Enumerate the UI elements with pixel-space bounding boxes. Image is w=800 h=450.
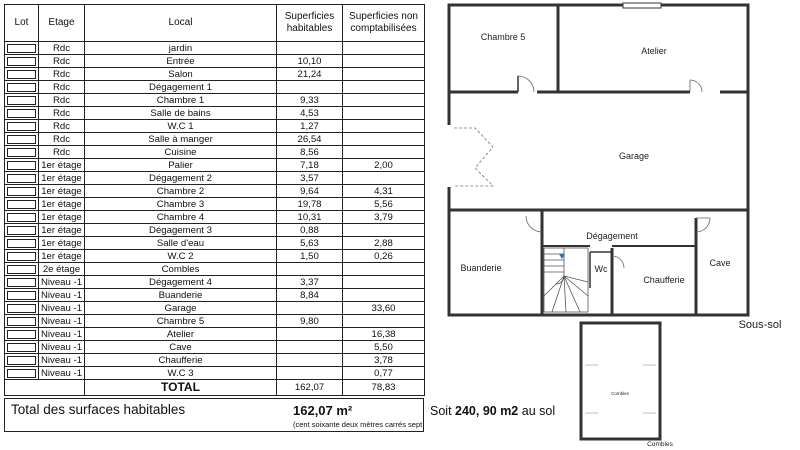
etage-cell: Rdc — [39, 68, 85, 81]
lot-cell — [5, 237, 39, 250]
local-cell: W.C 3 — [85, 367, 277, 380]
etage-cell: Niveau -1 — [39, 276, 85, 289]
lot-box — [7, 252, 36, 261]
table-row — [5, 263, 425, 276]
habitables-cell: 7,18 — [277, 159, 343, 172]
lot-cell — [5, 224, 39, 237]
etage-cell: Niveau -1 — [39, 289, 85, 302]
non-comptabilisees-cell — [343, 55, 425, 68]
local-cell: Salle d'eau — [85, 237, 277, 250]
lot-cell — [5, 146, 39, 159]
habitables-cell: 10,31 — [277, 211, 343, 224]
total-non-comptabilisees: 78,83 — [343, 380, 425, 396]
table-row — [5, 172, 425, 185]
local-cell: Palier — [85, 159, 277, 172]
table-row — [5, 159, 425, 172]
garage-opening — [446, 125, 454, 187]
habitables-cell: 8,84 — [277, 289, 343, 302]
habitables-cell: 3,37 — [277, 276, 343, 289]
lot-cell — [5, 302, 39, 315]
lot-box — [7, 265, 36, 274]
non-comptabilisees-cell — [343, 42, 425, 55]
etage-cell: Rdc — [39, 146, 85, 159]
habitables-cell: 8,56 — [277, 146, 343, 159]
door-icon — [518, 76, 534, 92]
lot-box — [7, 369, 36, 378]
lot-cell — [5, 133, 39, 146]
lot-box — [7, 96, 36, 105]
habitables-cell — [277, 302, 343, 315]
table-row — [5, 211, 425, 224]
habitables-cell: 10,10 — [277, 55, 343, 68]
habitables-cell — [277, 81, 343, 94]
header-etage: Etage — [39, 5, 85, 42]
lot-cell — [5, 354, 39, 367]
habitables-cell — [277, 354, 343, 367]
local-cell: Dégagement 3 — [85, 224, 277, 237]
total-label: TOTAL — [85, 380, 277, 396]
lot-box — [7, 122, 36, 131]
table-row — [5, 120, 425, 133]
lot-box — [7, 200, 36, 209]
lot-box — [7, 304, 36, 313]
sol-value: 240, 90 m2 — [455, 404, 519, 418]
table-row — [5, 367, 425, 380]
local-cell: Salle de bains — [85, 107, 277, 120]
local-cell: W.C 2 — [85, 250, 277, 263]
etage-cell: 1er étage — [39, 250, 85, 263]
habitables-cell: 9,64 — [277, 185, 343, 198]
local-cell: jardin — [85, 42, 277, 55]
non-comptabilisees-cell: 0,26 — [343, 250, 425, 263]
etage-cell: Niveau -1 — [39, 367, 85, 380]
non-comptabilisees-cell — [343, 120, 425, 133]
non-comptabilisees-cell: 0,77 — [343, 367, 425, 380]
non-comptabilisees-cell — [343, 146, 425, 159]
combles-inner-label: Combles — [611, 391, 629, 396]
local-cell: Dégagement 4 — [85, 276, 277, 289]
lot-cell — [5, 367, 39, 380]
lot-cell — [5, 94, 39, 107]
lot-cell — [5, 250, 39, 263]
room-degagement: Dégagement — [586, 231, 638, 241]
combles-marks — [585, 365, 656, 413]
etage-cell: Rdc — [39, 55, 85, 68]
habitables-cell — [277, 328, 343, 341]
lot-box — [7, 213, 36, 222]
header-lot: Lot — [5, 5, 39, 42]
habitables-cell: 3,57 — [277, 172, 343, 185]
table-row — [5, 341, 425, 354]
room-cave: Cave — [709, 258, 731, 268]
lot-cell — [5, 55, 39, 68]
habitables-cell — [277, 367, 343, 380]
room-chaufferie: Chaufferie — [643, 275, 685, 285]
lot-cell — [5, 315, 39, 328]
room-garage: Garage — [618, 151, 650, 161]
local-cell: Garage — [85, 302, 277, 315]
table-body — [5, 42, 425, 380]
table-row — [5, 224, 425, 237]
habitables-cell: 1,50 — [277, 250, 343, 263]
non-comptabilisees-cell — [343, 107, 425, 120]
lot-cell — [5, 276, 39, 289]
local-cell: Salon — [85, 68, 277, 81]
room-wc: Wc — [594, 264, 608, 274]
local-cell: Chambre 5 — [85, 315, 277, 328]
non-comptabilisees-cell: 4,31 — [343, 185, 425, 198]
non-comptabilisees-cell — [343, 94, 425, 107]
habitables-cell — [277, 42, 343, 55]
combles-plan — [581, 323, 660, 439]
habitables-cell: 0,88 — [277, 224, 343, 237]
lot-cell — [5, 120, 39, 133]
etage-cell: 1er étage — [39, 211, 85, 224]
total-row — [5, 380, 425, 396]
etage-cell: Niveau -1 — [39, 328, 85, 341]
lot-cell — [5, 185, 39, 198]
habitables-cell — [277, 263, 343, 276]
header-habitables: Superficies habitables — [277, 5, 343, 42]
non-comptabilisees-cell: 5,50 — [343, 341, 425, 354]
lot-cell — [5, 211, 39, 224]
habitables-cell: 21,24 — [277, 68, 343, 81]
local-cell: Buanderie — [85, 289, 277, 302]
lot-box — [7, 70, 36, 79]
habitables-cell: 26,54 — [277, 133, 343, 146]
floor-plan — [440, 0, 800, 450]
etage-cell: Rdc — [39, 42, 85, 55]
lot-cell — [5, 81, 39, 94]
table-row — [5, 133, 425, 146]
local-cell: Chaufferie — [85, 354, 277, 367]
etage-cell: Rdc — [39, 133, 85, 146]
table-row — [5, 198, 425, 211]
local-cell: Chambre 1 — [85, 94, 277, 107]
lot-cell — [5, 42, 39, 55]
habitables-cell: 9,80 — [277, 315, 343, 328]
table-header-row — [5, 5, 425, 42]
lot-box — [7, 330, 36, 339]
non-comptabilisees-cell: 2,88 — [343, 237, 425, 250]
habitables-cell: 19,78 — [277, 198, 343, 211]
stairs-icon — [544, 248, 588, 312]
door-icon — [696, 218, 710, 232]
habitables-cell: 4,53 — [277, 107, 343, 120]
etage-cell: Niveau -1 — [39, 315, 85, 328]
lot-box — [7, 278, 36, 287]
non-comptabilisees-cell — [343, 276, 425, 289]
lot-box — [7, 356, 36, 365]
local-cell: Chambre 3 — [85, 198, 277, 211]
local-cell: Chambre 2 — [85, 185, 277, 198]
table-row — [5, 107, 425, 120]
local-cell: Combles — [85, 263, 277, 276]
etage-cell: 1er étage — [39, 159, 85, 172]
non-comptabilisees-cell — [343, 224, 425, 237]
local-cell: Entrée — [85, 55, 277, 68]
lot-box — [7, 226, 36, 235]
table-row — [5, 185, 425, 198]
local-cell: Cuisine — [85, 146, 277, 159]
door-icon — [612, 256, 624, 268]
summary-value: 162,07 m² — [293, 403, 353, 418]
lot-box — [7, 161, 36, 170]
table-row — [5, 94, 425, 107]
door-icon — [526, 216, 542, 232]
header-local: Local — [85, 5, 277, 42]
non-comptabilisees-cell — [343, 133, 425, 146]
lot-box — [7, 135, 36, 144]
lot-cell — [5, 341, 39, 354]
table-row — [5, 302, 425, 315]
lot-cell — [5, 289, 39, 302]
room-atelier: Atelier — [641, 46, 667, 56]
local-cell: Chambre 4 — [85, 211, 277, 224]
level-label: Sous-sol — [738, 319, 782, 331]
lot-box — [7, 187, 36, 196]
local-cell: W.C 1 — [85, 120, 277, 133]
table-row — [5, 146, 425, 159]
non-comptabilisees-cell: 3,79 — [343, 211, 425, 224]
lot-cell — [5, 172, 39, 185]
etage-cell: Niveau -1 — [39, 354, 85, 367]
lot-box — [7, 239, 36, 248]
lot-cell — [5, 159, 39, 172]
table-row — [5, 315, 425, 328]
etage-cell: 2e étage — [39, 263, 85, 276]
etage-cell: 1er étage — [39, 185, 85, 198]
habitables-cell: 9,33 — [277, 94, 343, 107]
lot-box — [7, 44, 36, 53]
non-comptabilisees-cell: 33,60 — [343, 302, 425, 315]
total-habitables: 162,07 — [277, 380, 343, 396]
local-cell: Dégagement 2 — [85, 172, 277, 185]
table-row — [5, 328, 425, 341]
lot-box — [7, 291, 36, 300]
non-comptabilisees-cell — [343, 315, 425, 328]
lot-box — [7, 57, 36, 66]
lot-box — [7, 109, 36, 118]
local-cell: Salle à manger — [85, 133, 277, 146]
etage-cell: Rdc — [39, 94, 85, 107]
non-comptabilisees-cell: 2,00 — [343, 159, 425, 172]
table-row — [5, 276, 425, 289]
window-icon — [623, 3, 661, 8]
lot-cell — [5, 107, 39, 120]
summary-words: (cent soixante deux mètres carrés sept — [293, 420, 423, 429]
lot-box — [7, 148, 36, 157]
table-row — [5, 354, 425, 367]
surfaces-table — [4, 4, 425, 396]
etage-cell: 1er étage — [39, 237, 85, 250]
lot-box — [7, 174, 36, 183]
habitables-cell: 1,27 — [277, 120, 343, 133]
non-comptabilisees-cell — [343, 263, 425, 276]
non-comptabilisees-cell: 16,38 — [343, 328, 425, 341]
local-cell: Cave — [85, 341, 277, 354]
non-comptabilisees-cell — [343, 68, 425, 81]
room-chambre5: Chambre 5 — [480, 32, 526, 42]
non-comptabilisees-cell — [343, 81, 425, 94]
etage-cell: Rdc — [39, 107, 85, 120]
lot-cell — [5, 198, 39, 211]
etage-cell: 1er étage — [39, 172, 85, 185]
table-row — [5, 81, 425, 94]
header-non-comptabilisees: Superficies non comptabilisées — [343, 5, 425, 42]
sol-prefix: Soit — [430, 404, 456, 418]
etage-cell: 1er étage — [39, 198, 85, 211]
sol-suffix: au sol — [518, 404, 556, 418]
etage-cell: Niveau -1 — [39, 341, 85, 354]
non-comptabilisees-cell: 5,56 — [343, 198, 425, 211]
summary-label: Total des surfaces habitables — [11, 402, 186, 417]
lot-box — [7, 83, 36, 92]
lot-cell — [5, 68, 39, 81]
summary-box — [4, 398, 424, 432]
etage-cell: Rdc — [39, 120, 85, 133]
table-row — [5, 250, 425, 263]
etage-cell: 1er étage — [39, 224, 85, 237]
table-row — [5, 42, 425, 55]
lot-cell — [5, 263, 39, 276]
garage-door-icon — [454, 128, 493, 186]
habitables-cell: 5,63 — [277, 237, 343, 250]
non-comptabilisees-cell: 3,78 — [343, 354, 425, 367]
lot-cell — [5, 328, 39, 341]
habitables-cell — [277, 341, 343, 354]
non-comptabilisees-cell — [343, 172, 425, 185]
table-row — [5, 289, 425, 302]
lot-box — [7, 317, 36, 326]
room-buanderie: Buanderie — [460, 263, 502, 273]
etage-cell: Rdc — [39, 81, 85, 94]
table-row — [5, 55, 425, 68]
combles-label: Combles — [647, 441, 673, 448]
local-cell: Dégagement 1 — [85, 81, 277, 94]
local-cell: Atelier — [85, 328, 277, 341]
non-comptabilisees-cell — [343, 289, 425, 302]
lot-box — [7, 343, 36, 352]
door-icon — [690, 80, 702, 92]
table-row — [5, 237, 425, 250]
table-row — [5, 68, 425, 81]
etage-cell: Niveau -1 — [39, 302, 85, 315]
total-spacer — [5, 380, 85, 396]
